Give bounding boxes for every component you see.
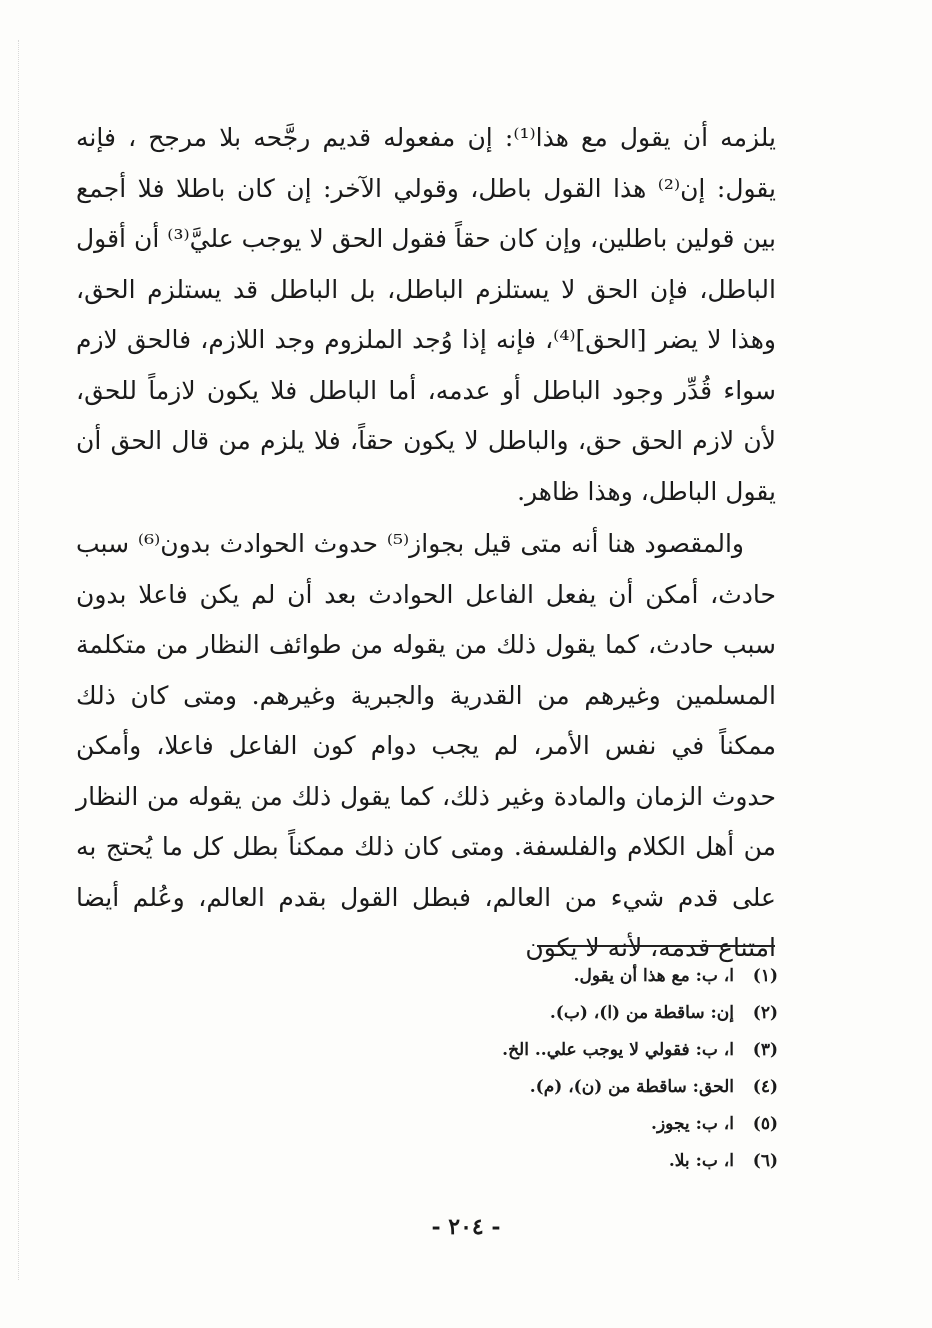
text-line: إن⁽²⁾ هذا القول باطل، وقولي الآخر: إن كان باطلا فلا أجمع بين قولين xyxy=(76,173,776,253)
footnote-2 xyxy=(400,995,778,1032)
footnote-6 xyxy=(400,1143,778,1180)
footnote-text: ا، ب: بلا. xyxy=(668,1151,734,1171)
footnote-4 xyxy=(400,1069,778,1106)
footnote-text: ا، ب: يجوز. xyxy=(651,1114,734,1134)
footnote-number: (١) xyxy=(752,966,778,986)
paragraph-1 xyxy=(76,113,776,517)
footnote-text: إن: ساقطة من (ا)، (ب). xyxy=(549,1003,734,1023)
footnote-number: (٢) xyxy=(752,1003,778,1023)
footnote-number: (٣) xyxy=(752,1040,778,1060)
text-line: والفلسفة. ومتى كان ذلك ممكناً بطل كل ما يُحتج به على قدم شيء من xyxy=(76,832,776,912)
text-line: والمقصود هنا أنه متى قيل بجواز⁽⁵⁾ حدوث الحوادث بدون⁽⁶⁾ سبب xyxy=(76,529,744,558)
text-line: والمادة وغير ذلك، كما يقول ذلك من يقوله من النظار من أهل الكلام xyxy=(76,781,776,861)
page-number: - ٢٠٤ - xyxy=(431,1214,501,1240)
footnote-text: ا، ب: مع هذا أن يقول. xyxy=(573,966,734,986)
scan-margin-marks xyxy=(18,40,25,1280)
paragraph-2 xyxy=(76,519,776,974)
text-line: فإن الحق لا يستلزم الباطل، بل الباطل قد يستلزم الحق، وهذا لا يضر xyxy=(76,274,776,354)
footnote-number: (٦) xyxy=(752,1151,778,1171)
footnote-divider xyxy=(537,945,775,947)
text-line: المسلمين وغيرهم من القدرية والجبرية وغيرهم. ومتى كان ذلك ممكناً xyxy=(76,680,777,760)
text-line: يلزمه أن يقول مع هذا⁽¹⁾: إن مفعوله قديم رجَّحه بلا مرجح ، فإنه يقول: xyxy=(76,123,776,203)
body-text xyxy=(76,113,776,974)
footnote-5 xyxy=(400,1106,778,1143)
text-line: حق، والباطل لا يكون حقاً، فلا يلزم من قال الحق أن يقول الباطل، xyxy=(76,426,776,506)
footnote-1 xyxy=(400,958,778,995)
text-line: سبب حادث، كما يقول ذلك من يقوله من طوائف النظار من متكلمة xyxy=(76,630,776,659)
footnote-number: (٤) xyxy=(752,1077,778,1097)
footnote-3 xyxy=(400,1032,778,1069)
footnotes xyxy=(400,958,778,1180)
text-line: العالم، فبطل القول بقدم العالم، وعُلم أيضا امتناع قدمه، لأنه لا يكون xyxy=(76,882,776,962)
footnote-number: (٥) xyxy=(752,1114,778,1134)
text-line: وجود الباطل أو عدمه، أما الباطل فلا يكون لازماً للحق، لأن لازم الحق xyxy=(76,375,777,455)
footnote-text: الحق: ساقطة من (ن)، (م). xyxy=(529,1077,734,1097)
text-line: [الحق]⁽⁴⁾، فإنه إذا وُجد الملزوم وجد اللازم، فالحق لازم سواء قُدِّر xyxy=(76,325,776,405)
text-line: حادث، أمكن أن يفعل الفاعل الحوادث بعد أن لم يكن فاعلا بدون xyxy=(76,579,776,609)
text-line: في نفس الأمر، لم يجب دوام كون الفاعل فاعلا، وأمكن حدوث الزمان xyxy=(76,731,777,811)
footnote-text: ا، ب: فقولي لا يوجب علي.. الخ. xyxy=(502,1040,734,1060)
text-line: باطلين، وإن كان حقاً فقول الحق لا يوجب عليَّ⁽³⁾ أن أقول الباطل، xyxy=(76,224,776,304)
text-line: وهذا ظاهر. xyxy=(517,476,633,506)
